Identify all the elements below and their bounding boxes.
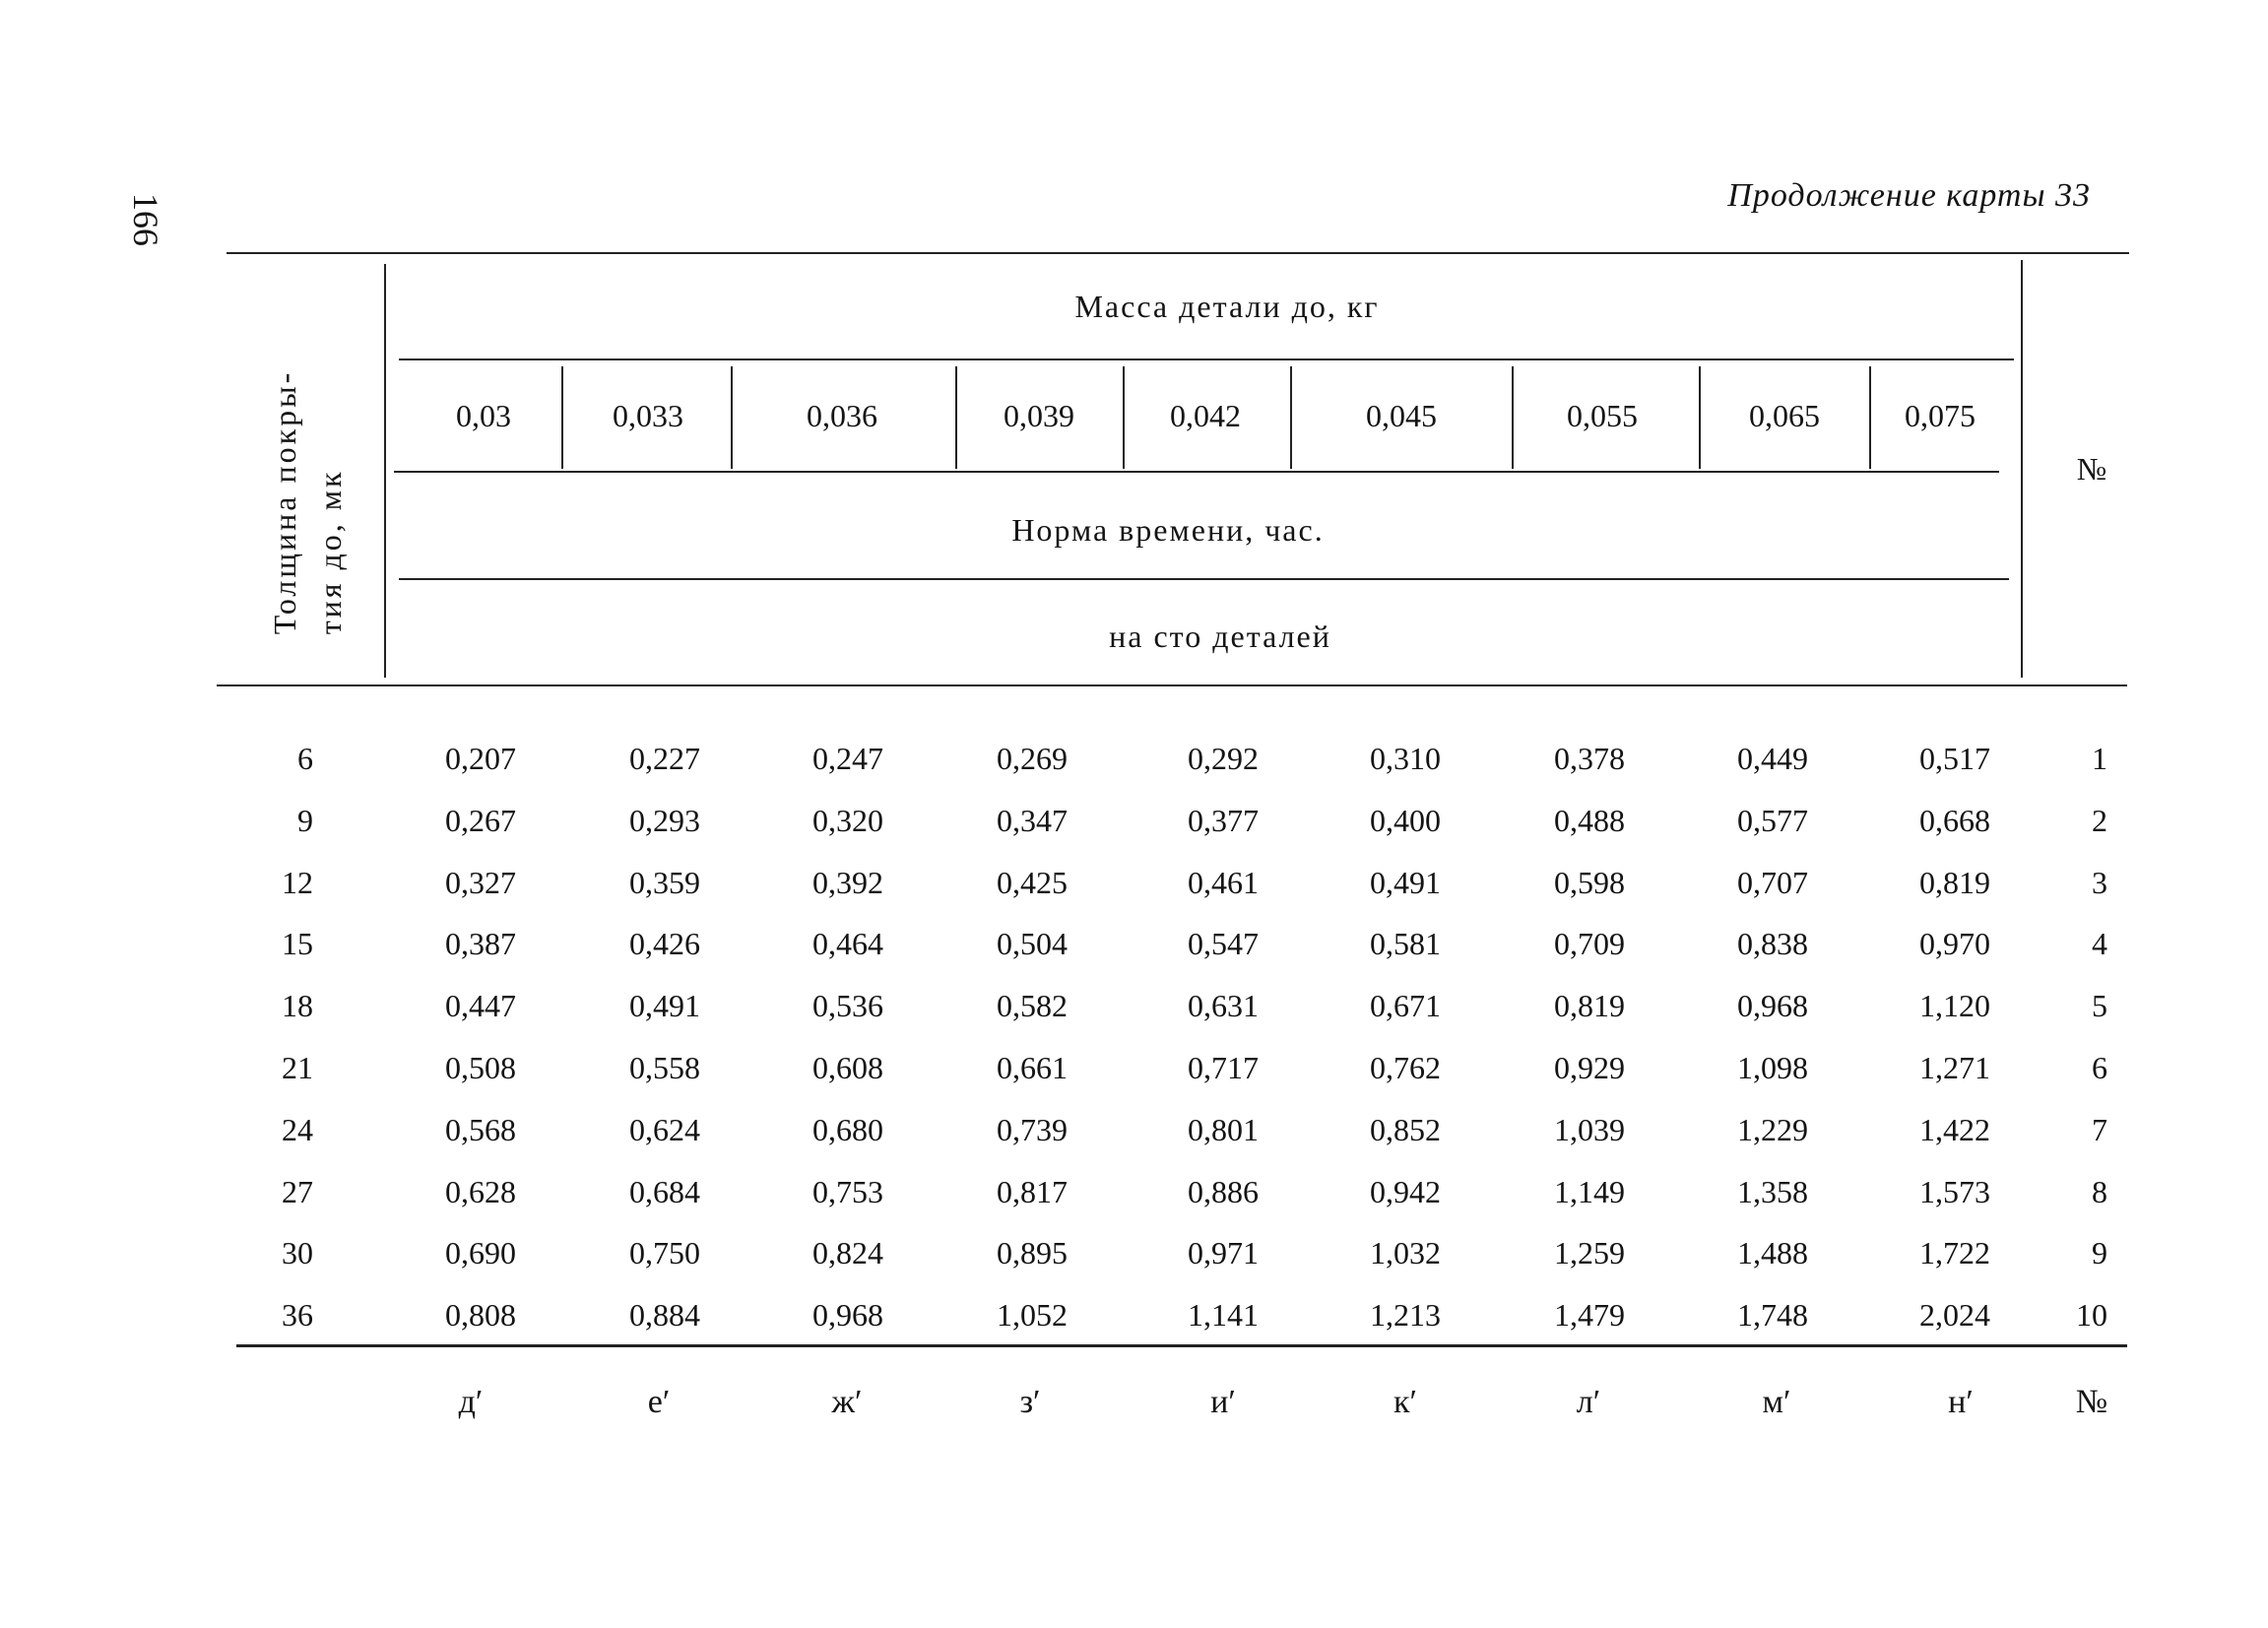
- row-number: 8: [2092, 1173, 2107, 1209]
- norm-title-rule: [399, 578, 2009, 580]
- table-cell: 0,207: [445, 741, 516, 776]
- mass-value: 0,065: [1749, 398, 1820, 433]
- table-cell: 0,491: [629, 988, 700, 1024]
- table-cell: 1,271: [1919, 1050, 1990, 1085]
- header-bottom-rule: [217, 684, 2127, 686]
- table-cell: 1,032: [1370, 1235, 1441, 1271]
- mass-value: 0,036: [807, 398, 877, 433]
- table-cell: 0,808: [445, 1297, 516, 1334]
- mass-value: 0,039: [1004, 398, 1074, 433]
- table-cell: 0,970: [1919, 926, 1990, 962]
- table-cell: 1,479: [1554, 1297, 1625, 1334]
- table-cell: 0,425: [997, 864, 1068, 900]
- row-number: 10: [2076, 1297, 2107, 1334]
- mass-col-divider: [1290, 366, 1292, 469]
- row-number: 4: [2092, 926, 2107, 962]
- table-cell: 0,547: [1188, 926, 1259, 962]
- table-cell: 0,671: [1370, 988, 1441, 1024]
- mass-col-divider: [955, 366, 957, 469]
- mass-value: 0,033: [613, 398, 683, 433]
- table-cell: 0,968: [812, 1297, 883, 1334]
- mass-values-rule: [394, 471, 1999, 473]
- table-cell: 0,838: [1737, 926, 1808, 962]
- table-cell: 0,293: [629, 802, 700, 838]
- page-number: 166: [126, 193, 165, 246]
- thickness-column-rule: [384, 264, 386, 678]
- table-cell: 1,358: [1737, 1173, 1808, 1209]
- table-cell: 0,347: [997, 802, 1068, 838]
- table-cell: 0,327: [445, 864, 516, 900]
- table-cell: 0,709: [1554, 926, 1625, 962]
- table-cell: 0,247: [812, 741, 883, 776]
- row-thickness: 15: [282, 926, 313, 962]
- mass-col-divider: [1123, 366, 1125, 469]
- row-thickness: 36: [282, 1297, 313, 1334]
- table-cell: 0,929: [1554, 1050, 1625, 1085]
- column-letter: з′: [1019, 1384, 1041, 1420]
- table-cell: 0,461: [1188, 864, 1259, 900]
- column-letter: н′: [1948, 1384, 1974, 1420]
- mass-title-rule: [399, 358, 2014, 360]
- table-cell: 0,971: [1188, 1235, 1259, 1271]
- table-cell: 0,359: [629, 864, 700, 900]
- thickness-header-line-2: тия до, мк: [312, 469, 348, 635]
- mass-value: 0,075: [1905, 398, 1976, 433]
- table-cell: 0,227: [629, 741, 700, 776]
- table-cell: 0,598: [1554, 864, 1625, 900]
- table-cell: 0,269: [997, 741, 1068, 776]
- table-cell: 0,292: [1188, 741, 1259, 776]
- table-cell: 0,577: [1737, 802, 1808, 838]
- table-cell: 0,628: [445, 1173, 516, 1209]
- table-cell: 0,852: [1370, 1111, 1441, 1147]
- table-bottom-rule: [236, 1344, 2127, 1347]
- mass-col-divider: [561, 366, 563, 469]
- table-cell: 0,377: [1188, 802, 1259, 838]
- no-header: №: [2076, 451, 2107, 487]
- row-number: 7: [2092, 1111, 2107, 1147]
- table-cell: 0,680: [812, 1111, 883, 1147]
- table-cell: 0,491: [1370, 864, 1441, 900]
- mass-col-divider: [1512, 366, 1514, 469]
- row-number: 2: [2092, 802, 2107, 838]
- table-cell: 0,824: [812, 1235, 883, 1271]
- mass-col-divider: [1869, 366, 1871, 469]
- table-cell: 0,750: [629, 1235, 700, 1271]
- mass-col-divider: [1699, 366, 1701, 469]
- table-cell: 1,149: [1554, 1173, 1625, 1209]
- table-cell: 0,447: [445, 988, 516, 1024]
- row-thickness: 21: [282, 1050, 313, 1085]
- table-cell: 1,573: [1919, 1173, 1990, 1209]
- row-number: 5: [2092, 988, 2107, 1024]
- table-cell: 0,895: [997, 1235, 1068, 1271]
- table-cell: 1,052: [997, 1297, 1068, 1334]
- row-number: 9: [2092, 1235, 2107, 1271]
- table-cell: 0,582: [997, 988, 1068, 1024]
- row-thickness: 6: [297, 741, 313, 776]
- table-cell: 0,320: [812, 802, 883, 838]
- table-cell: 0,624: [629, 1111, 700, 1147]
- table-cell: 0,536: [812, 988, 883, 1024]
- table-cell: 2,024: [1919, 1297, 1990, 1334]
- mass-value: 0,045: [1366, 398, 1437, 433]
- row-thickness: 18: [282, 988, 313, 1024]
- table-cell: 1,213: [1370, 1297, 1441, 1334]
- thickness-header-line-1: Толщина покры-: [267, 369, 302, 635]
- row-thickness: 27: [282, 1173, 313, 1209]
- table-cell: 0,753: [812, 1173, 883, 1209]
- table-cell: 0,631: [1188, 988, 1259, 1024]
- table-cell: 0,378: [1554, 741, 1625, 776]
- table-cell: 1,098: [1737, 1050, 1808, 1085]
- table-cell: 0,968: [1737, 988, 1808, 1024]
- table-cell: 1,259: [1554, 1235, 1625, 1271]
- footer-no-label: №: [2075, 1384, 2108, 1420]
- table-cell: 0,392: [812, 864, 883, 900]
- table-cell: 0,517: [1919, 741, 1990, 776]
- column-letter: к′: [1393, 1384, 1417, 1420]
- table-cell: 0,884: [629, 1297, 700, 1334]
- table-cell: 0,568: [445, 1111, 516, 1147]
- table-cell: 0,508: [445, 1050, 516, 1085]
- table-cell: 1,722: [1919, 1235, 1990, 1271]
- row-thickness: 24: [282, 1111, 313, 1147]
- table-cell: 0,762: [1370, 1050, 1441, 1085]
- no-column-rule: [2021, 260, 2023, 678]
- mass-value: 0,03: [456, 398, 511, 433]
- table-cell: 0,387: [445, 926, 516, 962]
- table-cell: 1,141: [1188, 1297, 1259, 1334]
- table-cell: 0,886: [1188, 1173, 1259, 1209]
- per-hundred-title: на сто деталей: [1109, 619, 1331, 654]
- column-letter: м′: [1762, 1384, 1791, 1420]
- row-thickness: 9: [297, 802, 313, 838]
- table-cell: 0,449: [1737, 741, 1808, 776]
- table-cell: 0,581: [1370, 926, 1441, 962]
- table-cell: 0,817: [997, 1173, 1068, 1209]
- table-cell: 0,310: [1370, 741, 1441, 776]
- table-cell: 1,039: [1554, 1111, 1625, 1147]
- mass-value: 0,055: [1567, 398, 1638, 433]
- column-letter: ж′: [831, 1384, 863, 1420]
- table-cell: 0,504: [997, 926, 1068, 962]
- table-cell: 1,229: [1737, 1111, 1808, 1147]
- table-cell: 0,488: [1554, 802, 1625, 838]
- table-cell: 0,464: [812, 926, 883, 962]
- row-thickness: 30: [282, 1235, 313, 1271]
- table-cell: 0,558: [629, 1050, 700, 1085]
- table-cell: 0,400: [1370, 802, 1441, 838]
- mass-title: Масса детали до, кг: [1074, 289, 1380, 324]
- table-cell: 0,819: [1554, 988, 1625, 1024]
- norm-title: Норма времени, час.: [1011, 512, 1325, 548]
- table-cell: 1,748: [1737, 1297, 1808, 1334]
- table-cell: 0,690: [445, 1235, 516, 1271]
- table-cell: 0,608: [812, 1050, 883, 1085]
- table-cell: 0,426: [629, 926, 700, 962]
- continuation-title: Продолжение карты 33: [1727, 177, 2091, 214]
- row-number: 6: [2092, 1050, 2107, 1085]
- thickness-header: [262, 370, 353, 635]
- table-cell: 1,488: [1737, 1235, 1808, 1271]
- table-cell: 0,801: [1188, 1111, 1259, 1147]
- row-number: 3: [2092, 864, 2107, 900]
- table-cell: 0,819: [1919, 864, 1990, 900]
- row-thickness: 12: [282, 864, 313, 900]
- table-cell: 1,120: [1919, 988, 1990, 1024]
- column-letter: е′: [647, 1384, 671, 1420]
- table-cell: 0,717: [1188, 1050, 1259, 1085]
- mass-col-divider: [731, 366, 733, 469]
- column-letter: л′: [1576, 1384, 1601, 1420]
- row-number: 1: [2092, 741, 2107, 776]
- table-top-rule: [227, 252, 2129, 254]
- table-cell: 1,422: [1919, 1111, 1990, 1147]
- table-cell: 0,668: [1919, 802, 1990, 838]
- mass-value: 0,042: [1170, 398, 1241, 433]
- table-cell: 0,739: [997, 1111, 1068, 1147]
- column-letter: д′: [458, 1384, 484, 1420]
- table-cell: 0,684: [629, 1173, 700, 1209]
- column-letter: и′: [1210, 1384, 1236, 1420]
- table-cell: 0,661: [997, 1050, 1068, 1085]
- table-cell: 0,707: [1737, 864, 1808, 900]
- table-cell: 0,267: [445, 802, 516, 838]
- table-cell: 0,942: [1370, 1173, 1441, 1209]
